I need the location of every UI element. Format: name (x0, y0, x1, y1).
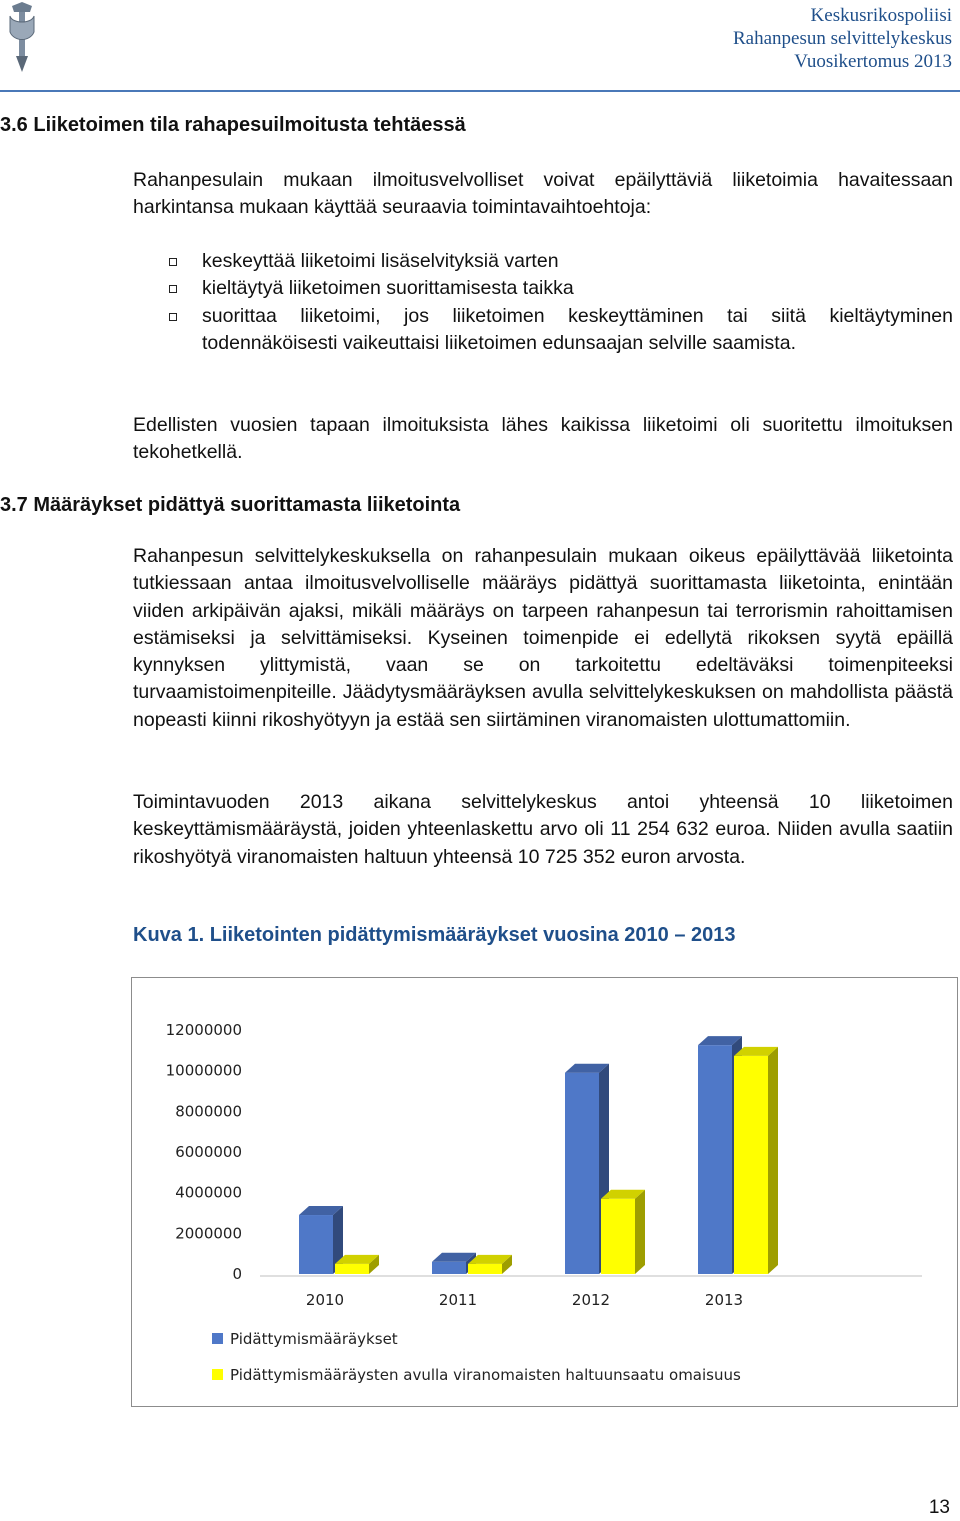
y-tick-label: 0 (232, 1265, 242, 1283)
checkbox-bullet-icon (169, 258, 177, 266)
section-3-6-intro: Rahanpesulain mukaan ilmoitusvelvolliset voivat epäilyttäviä liiketoimia havaitessaan harkintansa mukaan käyttää seuraavia toimintavaihtoehtoja: (133, 169, 953, 219)
legend-label: Pidättymismääräysten avulla viranomaisten haltuunsaatu omaisuus (230, 1366, 741, 1384)
legend-label: Pidättymismääräykset (230, 1330, 398, 1348)
bullet-list (133, 248, 953, 357)
page-number: 13 (928, 1497, 950, 1518)
list-item-text: keskeyttää liiketoimi lisäselvityksiä varten (202, 250, 559, 272)
x-tick-label: 2012 (571, 1291, 611, 1309)
header-divider (0, 90, 960, 92)
y-tick-label: 4000000 (175, 1183, 242, 1202)
checkbox-bullet-icon (169, 313, 177, 321)
bar-side-2012 (635, 1190, 645, 1274)
section-3-7-paragraph-2: Toimintavuoden 2013 aikana selvittelykeskus antoi yhteensä 10 liiketoimen keskeyttämismääräystä, joiden yhteenlaskettu arvo oli 11 254 632 euroa. Niiden avulla saatiin rikoshyötyä viranomaisten haltuun yhteensä 10 725 352 euron arvosta. (133, 791, 953, 868)
bar-orders-2011 (432, 1262, 466, 1274)
header-report-title: Vuosikertomus 2013 (794, 51, 952, 72)
y-tick-label: 6000000 (175, 1143, 242, 1161)
bar-seized-2012 (601, 1199, 635, 1274)
list-item-text: suorittaa liiketoimi, jos liiketoimen keskeyttäminen tai siitä kieltäytyminen todennäköisesti vaikeuttaisi liiketoimen edunsaajan selville saamista. (202, 304, 953, 354)
section-heading-3-7: 3.7 Määräykset pidättyä suorittamasta liiketointa (0, 494, 461, 516)
legend-swatch (212, 1333, 223, 1344)
list-item (133, 248, 953, 275)
section-3-6-closing: Edellisten vuosien tapaan ilmoituksista lähes kaikissa liiketoimi oli suoritettu ilmoituksen tekohetkellä. (133, 414, 953, 464)
list-item-text: kieltäytyä liiketoimen suorittamisesta taikka (202, 277, 574, 300)
legend-swatch (212, 1369, 223, 1380)
header-unit: Rahanpesun selvittelykeskus (733, 28, 952, 49)
bar-seized-2013 (734, 1056, 768, 1274)
bar-orders-2013 (698, 1045, 732, 1274)
y-tick-label: 2000000 (175, 1224, 242, 1243)
x-tick-label: 2013 (704, 1291, 744, 1309)
x-tick-label: 2011 (438, 1291, 478, 1309)
bar-seized-2010 (335, 1264, 369, 1274)
y-tick-label: 12000000 (165, 1021, 242, 1039)
police-emblem-logo (4, 2, 40, 72)
list-item (133, 275, 953, 302)
chart-frame (131, 977, 958, 1407)
y-tick-label: 8000000 (175, 1102, 242, 1121)
bar-chart (132, 978, 957, 1406)
bar-orders-2010 (299, 1215, 333, 1274)
section-3-7-paragraph-1: Rahanpesun selvittelykeskuksella on rahanpesulain mukaan oikeus epäilyttävää liiketointa tutkiessaan antaa ilmoitusvelvolliselle määräys pidättyä suorittamasta liiketointa, enintään viiden arkipäivän ajaksi, mikäli määräys on tarpeen rahanpesun tai terrorismin rahoittamisen estämiseksi ja selvittämiseksi. Kyseinen toimenpide ei edellytä rikoksen syytä epäillä kynnyksen ylittymistä, vaan se on tarkoitettu edeltäväksi toimenpiteeksi turvaamistoimenpiteille. Jäädytysmääräyksen avulla selvittelykeskuksen on mahdollista päästä nopeasti kiinni rikoshyötyyn ja estää sen siirtäminen viranomaisten ulottumattomiin. (133, 545, 953, 731)
bar-orders-2012 (565, 1073, 599, 1274)
bar-seized-2011 (468, 1264, 502, 1274)
figure-caption: Kuva 1. Liiketointen pidättymismääräykset vuosina 2010 – 2013 (133, 924, 736, 946)
x-tick-label: 2010 (305, 1291, 345, 1309)
bar-side-2013 (768, 1047, 778, 1274)
report-header (733, 4, 952, 73)
section-heading-3-6: 3.6 Liiketoimen tila rahapesuilmoitusta tehtäessä (0, 114, 466, 136)
checkbox-bullet-icon (169, 285, 177, 293)
list-item (133, 303, 953, 358)
header-organization: Keskusrikospoliisi (810, 5, 952, 26)
y-tick-label: 10000000 (165, 1061, 242, 1080)
